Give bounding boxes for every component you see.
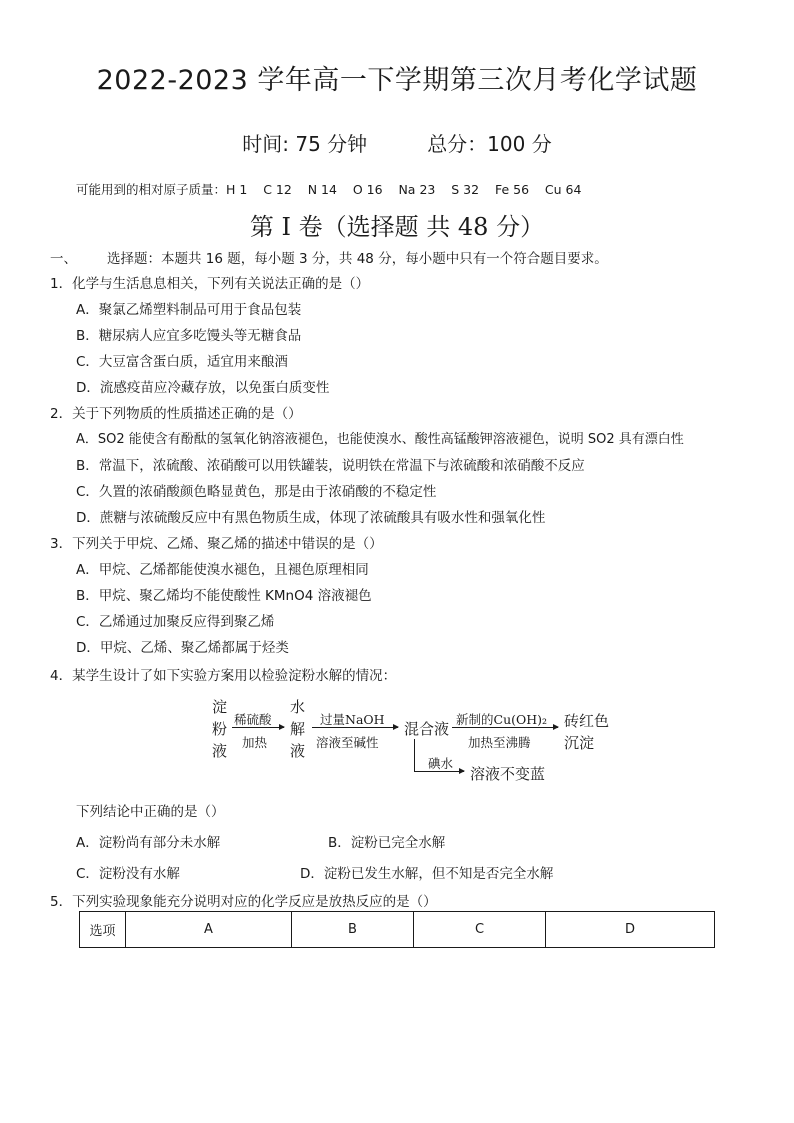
diagram-arrow-2	[312, 727, 398, 728]
diagram-step3-reagent: 新制的Cu(OH)₂	[456, 712, 548, 727]
question-4-stem: 4．某学生设计了如下实验方案用以检验淀粉水解的情况：	[50, 668, 397, 684]
section-instruction	[50, 247, 608, 267]
exam-title: 2022-2023 学年高一下学期第三次月考化学试题	[96, 65, 698, 96]
question-2-option-a: A．SO2 能使含有酚酞的氢氧化钠溶液褪色，也能使溴水、酸性高锰酸钾溶液褪色，说明 SO2 具有漂白性	[76, 432, 684, 447]
question-4-prompt: 下列结论中正确的是（）	[76, 804, 225, 820]
table-header-a: A	[126, 912, 292, 948]
question-1-option-d: D．流感疫苗应冷藏存放，以免蛋白质变性	[76, 380, 330, 396]
question-3-option-d: D．甲烷、乙烯、聚乙烯都属于烃类	[76, 640, 289, 656]
question-4-option-d: D．淀粉已发生水解，但不知是否完全水解	[300, 866, 554, 882]
diagram-step2-condition: 溶液至碱性	[316, 735, 379, 750]
table-header-b: B	[292, 912, 414, 948]
question-3-option-b: B．甲烷、聚乙烯均不能使酸性 KMnO4 溶液褪色	[76, 588, 372, 604]
diagram-step1-reagent: 稀硫酸	[234, 712, 272, 727]
diagram-middle-char-3: 液	[290, 742, 306, 760]
diagram-step2-reagent: 过量NaOH	[320, 712, 385, 727]
diagram-result-2: 溶液不变蓝	[470, 765, 546, 783]
question-1-stem: 1．化学与生活息息相关，下列有关说法正确的是（）	[50, 276, 370, 292]
diagram-start-char-1: 淀	[212, 698, 228, 716]
table-header-d: D	[546, 912, 715, 948]
question-5-stem: 5．下列实验现象能充分说明对应的化学反应是放热反应的是（）	[50, 894, 437, 910]
table-row	[80, 912, 715, 948]
diagram-arrow-3	[452, 727, 558, 728]
diagram-arrow-4	[414, 771, 464, 772]
diagram-branch-line	[414, 739, 415, 771]
table-header-c: C	[414, 912, 546, 948]
question-1-option-a: A．聚氯乙烯塑料制品可用于食品包装	[76, 302, 302, 318]
hydrolysis-flow-diagram	[200, 690, 620, 786]
exam-time: 时间: 75 分钟	[242, 132, 368, 156]
question-3-stem: 3．下列关于甲烷、乙烯、聚乙烯的描述中错误的是（）	[50, 536, 383, 552]
question-1-option-c: C．大豆富含蛋白质，适宜用来酿酒	[76, 354, 288, 370]
diagram-middle-char-1: 水	[290, 698, 306, 716]
question-3-option-c: C．乙烯通过加聚反应得到聚乙烯	[76, 614, 275, 630]
diagram-step1-condition: 加热	[242, 735, 268, 750]
question-4-option-b: B．淀粉已完全水解	[328, 835, 446, 851]
diagram-branch-reagent: 碘水	[428, 756, 454, 771]
diagram-result-1-line-1: 砖红色	[564, 712, 610, 730]
atomic-masses: 可能用到的相对原子质量：H 1 C 12 N 14 O 16 Na 23 S 32 Fe 56 Cu 64	[76, 182, 582, 197]
diagram-step3-condition: 加热至沸腾	[468, 735, 531, 750]
question-3-option-a: A．甲烷、乙烯都能使溴水褪色，且褪色原理相同	[76, 562, 369, 578]
section-instruction-text: 选择题：本题共 16 题，每小题 3 分，共 48 分，每小题中只有一个符合题目要求。	[107, 251, 608, 267]
question-4-option-a: A．淀粉尚有部分未水解	[76, 835, 221, 851]
question-2-option-d: D．蔗糖与浓硫酸反应中有黑色物质生成，体现了浓硫酸具有吸水性和强氧化性	[76, 510, 546, 526]
section-title: 第 I 卷（选择题 共 48 分）	[249, 213, 545, 241]
question-2-option-b: B．常温下，浓硫酸、浓硝酸可以用铁罐装，说明铁在常温下与浓硫酸和浓硝酸不反应	[76, 458, 585, 474]
question-2-option-c: C．久置的浓硝酸颜色略显黄色，那是由于浓硝酸的不稳定性	[76, 484, 437, 500]
diagram-mixture: 混合液	[404, 720, 450, 738]
question-2-stem: 2．关于下列物质的性质描述正确的是（）	[50, 406, 302, 422]
diagram-arrow-1	[232, 727, 284, 728]
exam-total-score: 总分：100 分	[427, 132, 552, 156]
table-header-option: 选项	[80, 912, 126, 948]
exam-info	[0, 128, 794, 157]
question-5-options-table	[79, 911, 715, 948]
section-instruction-number: 一、	[50, 251, 77, 267]
diagram-start-char-3: 液	[212, 742, 228, 760]
diagram-start-char-2: 粉	[212, 720, 228, 738]
diagram-middle-char-2: 解	[290, 720, 306, 738]
question-4-option-c: C．淀粉没有水解	[76, 866, 180, 882]
diagram-result-1-line-2: 沉淀	[564, 734, 595, 752]
question-1-option-b: B．糖尿病人应宜多吃馒头等无糖食品	[76, 328, 302, 344]
